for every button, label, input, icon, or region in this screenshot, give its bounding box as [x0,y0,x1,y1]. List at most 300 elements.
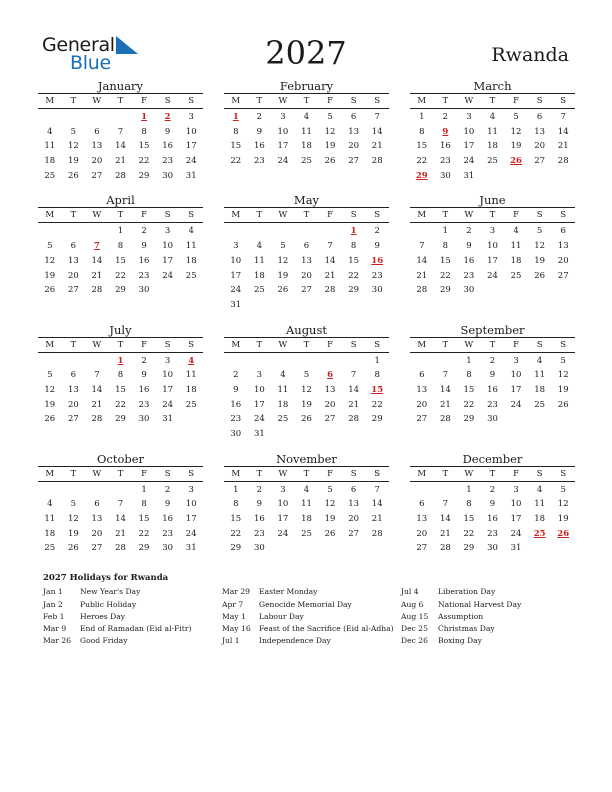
day-cell: 20 [67,399,79,410]
day-cell: 14 [371,499,383,510]
holiday-day-cell: 1 [232,112,239,122]
day-cell: 8 [117,241,124,252]
day-cell: 7 [350,370,357,381]
day-cell: 16 [230,399,242,410]
day-cell: 7 [442,370,449,381]
day-cell: 10 [510,370,522,381]
month-august [224,323,389,442]
day-cell: 5 [536,226,543,237]
weekday-header: W [92,468,102,479]
weekday-header: T [303,339,310,350]
day-cell: 8 [442,241,449,252]
day-cell: 22 [115,270,126,281]
day-cell: 10 [162,241,174,252]
day-cell: 24 [185,528,197,539]
day-cell: 5 [47,241,53,252]
day-cell: 25 [487,156,498,167]
weekday-header: T [70,96,77,106]
holiday-day-cell: 25 [533,528,546,539]
holiday-name: Christmas Day [438,624,495,634]
day-cell: 13 [348,499,360,510]
holiday-date: May 1 [222,611,246,621]
weekday-header: S [560,96,567,106]
day-cell: 3 [513,484,519,495]
day-cell: 1 [466,355,472,366]
holiday-date: Jul 4 [401,587,419,597]
holiday-date: Aug 6 [401,599,424,609]
weekday-header: T [117,96,124,106]
day-cell: 14 [371,126,383,137]
day-cell: 8 [350,241,357,252]
day-cell: 3 [164,355,171,366]
day-cell: 15 [138,514,150,525]
weekday-header-row [38,466,203,482]
day-cell: 1 [233,484,239,495]
day-cell: 12 [324,499,336,510]
day-cell: 16 [439,141,451,152]
day-cell: 30 [487,414,498,425]
day-cell: 1 [419,112,425,122]
weekday-header: W [464,339,474,350]
day-cell: 4 [536,355,543,366]
day-cell: 23 [463,270,475,281]
day-cell: 16 [138,384,150,395]
day-cell: 8 [233,126,239,137]
country-name: Rwanda [491,44,569,66]
day-cell: 6 [94,126,100,137]
weekday-header: S [560,210,567,221]
day-cell: 27 [91,543,103,554]
weekday-header-row [410,337,575,353]
day-cell: 12 [44,384,56,395]
weekday-header: T [117,210,124,221]
day-cell: 11 [301,499,312,510]
day-cell: 19 [534,255,546,266]
weekday-header: S [188,339,195,350]
day-grid [224,224,389,312]
holiday-column [222,586,401,647]
weekday-header: M [231,468,241,479]
day-cell: 27 [91,170,103,181]
day-cell: 29 [115,285,126,296]
day-cell: 19 [324,141,336,152]
empty-day-cell [85,224,109,239]
weekday-header: W [92,339,102,350]
calendar-year: 2027 [265,34,347,72]
day-cell: 8 [117,370,124,381]
day-cell: 31 [185,543,197,554]
weekday-header: F [327,96,334,106]
weekday-header: M [417,96,427,106]
day-cell: 25 [185,270,197,281]
day-cell: 12 [557,370,569,381]
holiday-item [401,635,573,647]
day-cell: 9 [466,241,472,252]
weekday-header: S [560,468,567,479]
day-cell: 9 [164,126,171,137]
day-cell: 30 [162,543,174,554]
day-cell: 27 [534,156,546,167]
day-cell: 6 [303,241,310,252]
holiday-item [222,611,401,623]
holiday-item [43,635,222,647]
day-cell: 25 [277,414,289,425]
day-grid [38,110,203,183]
day-cell: 18 [185,384,197,395]
day-cell: 9 [233,384,239,395]
weekday-header: S [188,468,195,479]
day-cell: 16 [162,514,174,525]
day-cell: 7 [374,112,380,122]
day-cell: 11 [534,370,546,381]
day-cell: 29 [463,543,475,554]
day-cell: 14 [348,384,360,395]
day-cell: 12 [301,384,312,395]
day-cell: 13 [67,255,79,266]
holiday-item [43,599,222,611]
day-grid [224,483,389,556]
day-cell: 1 [141,484,147,495]
day-cell: 16 [162,141,174,152]
day-cell: 5 [327,112,333,122]
day-cell: 23 [439,156,451,167]
day-cell: 10 [185,126,197,137]
holiday-day-cell: 1 [141,112,148,122]
day-cell: 19 [44,270,56,281]
day-cell: 28 [416,285,428,296]
day-cell: 23 [162,528,174,539]
month-title: January [97,79,144,93]
weekday-header: T [303,210,310,221]
month-title: May [293,193,320,208]
weekday-header-row [410,207,575,223]
weekday-header: M [45,96,55,106]
day-cell: 24 [230,285,242,296]
day-cell: 15 [416,141,428,152]
day-cell: 14 [557,126,569,137]
weekday-header: M [417,468,427,479]
day-cell: 13 [91,141,103,152]
day-cell: 3 [513,355,519,366]
month-title: October [96,451,145,466]
weekday-header: M [231,210,241,221]
holiday-day-cell: 15 [371,384,384,395]
day-cell: 5 [513,112,519,122]
day-cell: 7 [94,370,100,381]
empty-day-cell [62,224,86,239]
day-cell: 14 [91,255,103,266]
day-cell: 2 [141,355,147,366]
holiday-date: May 16 [222,624,251,634]
weekday-header: S [164,96,171,106]
day-grid [410,483,575,556]
day-cell: 22 [348,270,360,281]
day-cell: 4 [256,241,263,252]
day-cell: 2 [489,484,496,495]
holiday-day-cell: 29 [415,170,428,181]
holiday-item [43,611,222,623]
day-cell: 21 [115,156,126,167]
day-cell: 12 [557,499,569,510]
weekday-header: S [350,96,357,106]
holiday-columns [43,586,573,647]
month-june [410,193,575,312]
day-cell: 7 [117,126,124,137]
day-cell: 17 [487,255,498,266]
day-cell: 4 [536,484,543,495]
day-cell: 21 [115,528,126,539]
day-cell: 19 [67,528,79,539]
weekday-header: T [70,339,77,350]
day-cell: 28 [91,285,103,296]
weekday-header: M [417,210,427,221]
empty-day-cell [224,224,248,239]
holiday-name: Assumption [438,611,484,621]
holiday-day-cell: 2 [164,112,171,122]
day-cell: 11 [44,514,56,525]
empty-day-cell [434,483,458,498]
day-cell: 13 [416,384,428,395]
weekday-header: F [327,210,334,221]
day-cell: 25 [534,399,546,410]
day-cell: 2 [164,484,171,495]
day-cell: 15 [115,384,126,395]
day-cell: 28 [115,543,126,554]
day-cell: 12 [534,241,546,252]
day-cell: 23 [253,528,265,539]
day-cell: 27 [416,543,428,554]
day-cell: 19 [557,514,569,525]
holiday-name: New Year's Day [80,587,141,597]
holiday-date: Mar 26 [43,636,72,646]
day-cell: 23 [230,414,242,425]
holiday-name: Public Holiday [80,599,137,609]
day-cell: 25 [253,285,265,296]
day-cell: 26 [324,528,336,539]
day-cell: 21 [91,270,103,281]
day-cell: 24 [487,270,498,281]
day-cell: 16 [253,514,265,525]
day-cell: 17 [230,270,242,281]
day-cell: 19 [67,156,79,167]
empty-day-cell [109,483,133,498]
holiday-date: Aug 15 [401,611,429,621]
weekday-header: S [374,468,381,479]
day-cell: 14 [324,255,336,266]
day-cell: 3 [466,112,472,122]
day-cell: 14 [439,514,451,525]
weekday-header: F [141,96,148,106]
day-cell: 14 [115,141,126,152]
day-cell: 11 [301,126,312,137]
logo-word-blue: Blue [70,52,111,74]
empty-day-cell [85,483,109,498]
holiday-column [401,586,573,647]
day-cell: 28 [371,528,383,539]
weekday-header: F [141,210,148,221]
holiday-item [222,586,401,598]
weekday-header: S [350,468,357,479]
day-cell: 1 [442,226,449,237]
day-cell: 23 [487,399,498,410]
day-cell: 4 [489,112,496,122]
day-cell: 9 [374,241,380,252]
weekday-header: T [489,96,496,106]
weekday-header: S [188,96,195,106]
holiday-date: Dec 25 [401,624,428,634]
day-cell: 2 [442,112,449,122]
day-cell: 18 [487,141,498,152]
weekday-header: S [536,210,543,221]
month-january [38,79,203,183]
weekday-header: S [560,339,567,350]
day-cell: 28 [439,543,451,554]
day-cell: 23 [487,528,498,539]
weekday-header: M [231,339,241,350]
day-cell: 16 [487,514,498,525]
day-cell: 28 [557,156,569,167]
day-cell: 8 [419,126,425,137]
weekday-header: W [464,96,474,106]
day-cell: 20 [348,141,360,152]
day-cell: 3 [164,226,171,237]
day-cell: 10 [487,241,498,252]
month-march [410,79,575,183]
day-cell: 22 [416,156,428,167]
day-cell: 13 [557,241,569,252]
holiday-day-cell: 9 [442,126,449,137]
day-cell: 8 [141,126,147,137]
holiday-day-cell: 16 [371,255,384,266]
weekday-header-row [38,93,203,109]
empty-day-cell [410,354,434,369]
day-cell: 11 [44,141,56,152]
day-cell: 29 [439,285,451,296]
day-cell: 5 [70,499,77,510]
day-cell: 9 [256,126,263,137]
day-cell: 12 [324,126,336,137]
day-cell: 29 [138,170,150,181]
month-july [38,323,203,442]
day-cell: 5 [560,484,566,495]
weekday-header: F [513,468,520,479]
weekday-header: S [350,210,357,221]
day-cell: 8 [466,499,472,510]
day-cell: 21 [557,141,569,152]
day-cell: 17 [277,514,289,525]
day-cell: 2 [233,370,239,381]
day-cell: 3 [280,484,286,495]
day-cell: 9 [489,499,496,510]
day-cell: 25 [44,170,56,181]
day-cell: 6 [419,370,425,381]
day-cell: 22 [138,156,150,167]
day-cell: 10 [162,370,174,381]
day-cell: 22 [463,528,475,539]
weekday-header-row [224,207,389,223]
day-cell: 18 [510,255,522,266]
day-cell: 25 [44,543,56,554]
day-cell: 18 [301,141,312,152]
month-title: April [106,193,135,208]
day-cell: 4 [280,370,286,381]
day-cell: 20 [416,528,428,539]
holiday-date: Jan 1 [43,587,63,597]
day-cell: 17 [253,399,265,410]
day-cell: 11 [487,126,498,137]
holiday-date: Jan 2 [43,599,63,609]
day-cell: 13 [301,255,312,266]
weekday-header: W [278,96,288,106]
day-cell: 22 [463,399,475,410]
holiday-item [401,586,573,598]
day-cell: 11 [510,241,522,252]
weekday-header: T [489,210,496,221]
empty-day-cell [62,110,86,125]
weekday-header: T [442,210,449,221]
month-title: June [479,193,506,208]
weekday-header: W [278,339,288,350]
weekday-header: W [464,468,474,479]
day-cell: 20 [416,399,428,410]
day-cell: 1 [117,226,124,237]
day-cell: 13 [348,126,360,137]
day-cell: 11 [253,255,265,266]
day-cell: 27 [301,285,312,296]
empty-day-cell [248,354,272,369]
day-cell: 6 [94,499,100,510]
weekday-header: S [374,96,381,106]
day-cell: 23 [138,399,150,410]
day-cell: 13 [91,514,103,525]
empty-day-cell [295,354,319,369]
day-cell: 20 [324,399,336,410]
day-cell: 31 [463,170,475,181]
day-cell: 22 [439,270,451,281]
day-cell: 12 [67,141,79,152]
day-cell: 23 [371,270,383,281]
day-cell: 17 [162,384,174,395]
day-cell: 20 [67,270,79,281]
weekday-header: T [442,339,449,350]
day-cell: 9 [141,370,147,381]
day-cell: 11 [534,499,546,510]
day-cell: 18 [277,399,289,410]
day-cell: 27 [324,414,336,425]
day-cell: 16 [138,255,150,266]
weekday-header-row [410,93,575,109]
day-cell: 13 [534,126,546,137]
day-cell: 6 [536,112,543,122]
day-cell: 2 [466,226,472,237]
day-cell: 12 [510,126,522,137]
day-cell: 5 [280,241,286,252]
day-cell: 29 [348,285,360,296]
weekday-header: T [117,468,124,479]
day-cell: 24 [162,270,174,281]
day-cell: 13 [67,384,79,395]
day-cell: 19 [301,399,312,410]
weekday-header-row [38,207,203,223]
holiday-name: End of Ramadan (Eid al-Fitr) [80,624,192,634]
day-cell: 29 [463,414,475,425]
weekday-header: T [117,339,124,350]
empty-day-cell [271,354,295,369]
day-cell: 5 [47,370,53,381]
day-cell: 15 [115,255,126,266]
day-cell: 18 [253,270,265,281]
day-cell: 30 [371,285,383,296]
